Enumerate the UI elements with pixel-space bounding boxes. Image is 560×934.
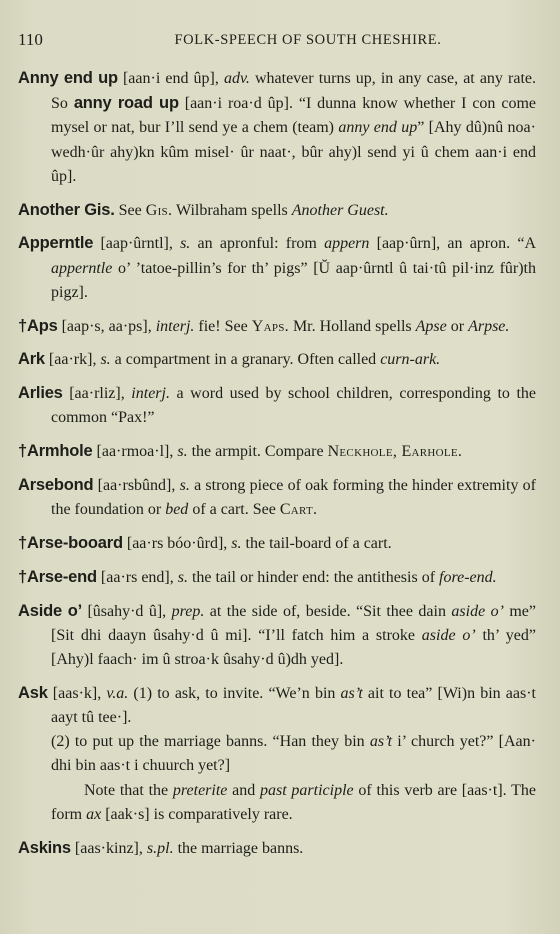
italic-term: as’t — [340, 684, 363, 702]
entry-text: [aap·ûrn], an apron. “A — [369, 235, 537, 253]
entry-text: [aap·ûrntl], — [93, 235, 181, 253]
entry-text: See — [114, 201, 146, 219]
headword: Apperntle — [18, 234, 94, 253]
entry-text: [aa·rsbûnd], — [93, 477, 180, 494]
part-of-speech: adv. — [223, 70, 250, 87]
entry-text: a word used by school children, corresponding to the common “Pax!” — [51, 385, 536, 427]
entry-text: whatever turns up, in any case, at any rate. So — [51, 70, 536, 113]
cross-reference: Neckhole, Earhole. — [327, 443, 463, 461]
headword: †Armhole — [18, 442, 93, 461]
entry-text: [aa·rk], — [44, 351, 101, 369]
part-of-speech: s. — [231, 535, 242, 552]
headword: Arsebond — [18, 476, 94, 494]
entry-text: an apronful: from — [190, 235, 325, 253]
entry-text: [aas·k], — [47, 684, 107, 702]
part-of-speech: s. — [177, 443, 188, 461]
entry-text: (1) to ask, to invite. “We’n bin — [128, 684, 341, 702]
entry-aps — [18, 314, 536, 339]
italic-term: aside o’ — [451, 602, 504, 620]
part-of-speech: interj. — [131, 385, 170, 403]
sense-1 — [18, 681, 537, 730]
dictionary-entries — [18, 66, 536, 869]
running-head: FOLK-SPEECH OF SOUTH CHESHIRE. — [174, 32, 442, 48]
entry-text: [aa·rliz], — [62, 385, 132, 403]
entry-armhole — [18, 439, 536, 464]
entry-text: [aan·i roa·d ûp]. “I dunna know whether I con come mysel or nat, bur I’ll send ye a chem (team) — [51, 95, 536, 137]
italic-term: as’t — [369, 733, 393, 751]
italic-term: Arpse. — [468, 317, 510, 335]
italic-term: ax — [86, 805, 102, 823]
entry-text: i’ church yet?” [Aan· dhi bin aas·t i chuurch yet?] — [51, 733, 536, 775]
italic-term: aside o’ — [421, 626, 476, 644]
entry-text: [aap·s, aa·ps], — [57, 317, 156, 335]
page-header — [18, 30, 538, 54]
italic-term: fore-end. — [439, 568, 497, 586]
headword: Aside o’ — [18, 601, 83, 620]
entry-another-gis — [18, 198, 536, 223]
headword: Arlies — [18, 384, 63, 403]
part-of-speech: interj. — [155, 317, 195, 335]
italic-term: anny end up — [338, 119, 418, 137]
headword: †Arse-end — [18, 567, 97, 586]
entry-anny-end-up — [18, 66, 536, 189]
entry-text: the tail or hinder end: the antithesis of — [187, 568, 440, 586]
sense-2 — [51, 730, 536, 778]
headword: Anny end up — [18, 69, 118, 87]
headword: Ask — [18, 683, 48, 702]
entry-arse-booard — [18, 531, 536, 556]
entry-text: th’ yed” [Ahy)l faach· im û stroa·k ûsahy·d û)dh yed]. — [51, 626, 536, 668]
entry-text: the armpit. Compare — [187, 443, 328, 461]
italic-term: Another Guest. — [291, 201, 389, 219]
entry-text: [ûsahy·d û], — [82, 602, 172, 620]
italic-term: preterite — [172, 781, 228, 799]
part-of-speech: prep. — [171, 602, 205, 620]
italic-term: apperntle — [51, 259, 113, 277]
headword: Another Gis. — [18, 200, 115, 219]
entry-text: [aa·rs bóo·ûrd], — [122, 535, 232, 552]
entry-text: [aak·s] is comparatively rare. — [101, 805, 293, 823]
entry-text: me” [Sit dhi daayn ûsahy·d û mi]. “I’ll fatch him a stroke — [51, 602, 536, 644]
entry-text: Mr. Holland spells — [288, 317, 416, 335]
part-of-speech: s. — [100, 351, 111, 369]
headword: †Aps — [18, 316, 58, 335]
part-of-speech: v.a. — [106, 684, 129, 702]
entry-text: o’ ’tatoe-pillin’s for th’ pigs” [Ŭ aap·ûrntl û tai·tû pil·inz fûr)th pigz]. — [51, 259, 536, 301]
entry-text: a strong piece of oak forming the hinder extremity of the foundation or — [51, 477, 536, 519]
entry-text: Note that the — [84, 781, 173, 799]
cross-reference: Gis. — [145, 201, 173, 219]
entry-ark — [18, 347, 536, 372]
part-of-speech: s. — [180, 235, 191, 253]
entry-text: of this verb are [aas·t]. The form — [51, 781, 536, 823]
entry-text: and — [227, 781, 260, 799]
entry-text: of a cart. See — [188, 501, 280, 519]
headword: Ark — [18, 350, 45, 369]
entry-apperntle — [18, 231, 536, 305]
italic-term: bed — [165, 501, 189, 519]
italic-term: Apse — [415, 317, 447, 335]
sub-headword: anny road up — [73, 94, 179, 113]
entry-arse-end — [18, 565, 536, 590]
part-of-speech: s. — [177, 568, 188, 586]
entry-aside-o — [18, 599, 536, 673]
entry-text: or — [446, 317, 469, 335]
headword: †Arse-booard — [18, 534, 123, 552]
entry-text: [aa·rs end], — [96, 568, 178, 586]
entry-text: ” [Ahy dû)nû noa· wedh·ûr ahy)kn kûm misel· ûr naat·, bûr ahy)l send yi û chem aan·i end ûp]. — [51, 119, 536, 185]
entry-text: [aa·rmoa·l], — [92, 443, 178, 461]
part-of-speech: s.pl. — [146, 839, 174, 857]
entry-text: (2) to put up the marriage banns. “Han they bin — [51, 733, 370, 751]
italic-term: past participle — [260, 781, 354, 799]
entry-text: fie! See — [194, 317, 252, 335]
entry-ask — [18, 681, 536, 827]
cross-reference: Cart. — [279, 501, 318, 519]
entry-arsebond — [18, 473, 536, 522]
cross-reference: Yaps. — [251, 317, 289, 335]
usage-note — [51, 779, 536, 827]
part-of-speech: s. — [179, 477, 190, 494]
entry-text: [aan·i end ûp], — [117, 70, 224, 87]
entry-text: the tail-board of a cart. — [241, 535, 392, 552]
entry-text: the marriage banns. — [173, 839, 304, 857]
entry-askins — [18, 836, 536, 861]
page-number: 110 — [18, 30, 43, 49]
entry-text: Wilbraham spells — [172, 201, 292, 219]
entry-text: a compartment in a granary. Often called — [110, 351, 381, 369]
italic-term: curn-ark. — [380, 351, 441, 369]
entry-text: [aas·kinz], — [70, 839, 147, 857]
headword: Askins — [18, 838, 71, 857]
italic-term: appern — [324, 235, 370, 253]
entry-arlies — [18, 381, 536, 430]
entry-text: at the side of, beside. “Sit thee dain — [204, 602, 452, 620]
entry-text: ait to tea” [Wi)n bin aas·t aayt tû tee·]. — [51, 684, 537, 726]
